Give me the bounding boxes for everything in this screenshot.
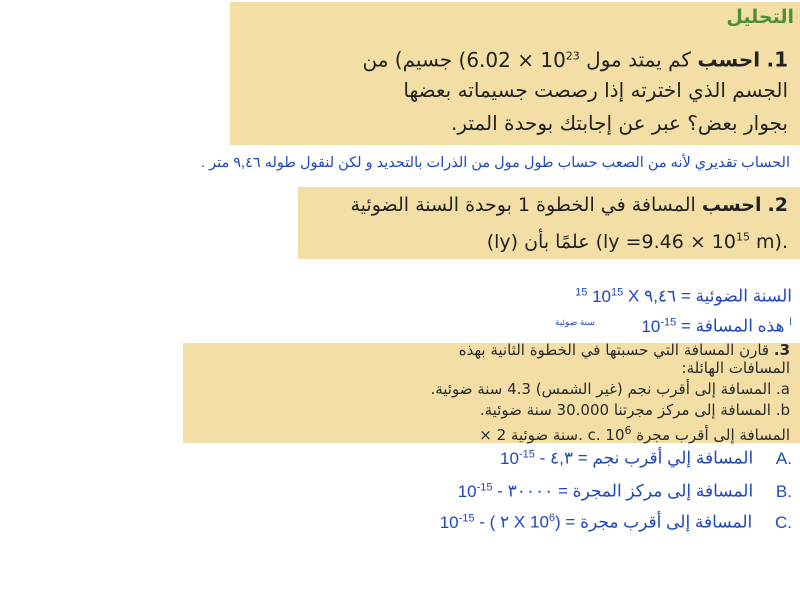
question-3-item-c: × 2 سنة ضوئية. c. المسافة إلى أقرب مجرة $10^6$: [479, 424, 790, 444]
distance-equation: $^ا$ هذه المسافة = $10^{-15}$: [641, 316, 792, 336]
question-1-box: [230, 2, 800, 145]
light-year-definition: (ly) علمًا بأن ($ly =9.46 \times 10^{15}$ m).: [486, 231, 788, 254]
answer-b: .B المسافة إلى مركز المجرة = ٣٠٠٠٠ - $10^{-15}$: [457, 481, 792, 501]
question-3-line-0b: المسافات الهائلة:: [681, 359, 790, 377]
question-2-box: [298, 187, 800, 259]
question-3-item-b: b. المسافة إلى مركز مجرتنا 30.000 سنة ضوئية.: [479, 401, 790, 419]
question-3-item-a: a. المسافة إلى أقرب نجم (غير الشمس) 4.3 سنة ضوئية.: [430, 380, 790, 398]
question-2-line-1: 2. احسب المسافة في الخطوة 1 بوحدة السنة الضوئية: [350, 194, 788, 216]
avogadro-number: ($6.02 \times 10^{23}$: [458, 47, 580, 72]
question-verb: احسب: [697, 47, 761, 72]
answer-a: .A المسافة إلي أقرب نجم = ٤,٣ - $10^{-15}$: [500, 448, 792, 468]
answer-c: .C المسافة إلى أقرب مجرة = ($10^6$ X ٢ ) - $10^{-15}$: [439, 512, 792, 532]
section-title: التحليل: [726, 6, 794, 28]
question-3-line-0: 3. قارن المسافة التي حسبتها في الخطوة الثانية بهذه: [458, 341, 790, 359]
question-3-box: [183, 343, 800, 443]
question-1-line-1: 1. احسب كم يمتد مول ($6.02 \times 10^{23}$ جسيم) من: [362, 47, 788, 72]
light-year-equation: السنة الضوئية = ٩,٤٦ X $^{15}$ $10^{15}$: [575, 286, 792, 306]
question-1-line-2: الجسم الذي اخترته إذا رصصت جسيماته بعضها: [403, 78, 788, 102]
distance-unit: سنة ضوئية: [555, 317, 595, 327]
question-number: 1.: [766, 47, 788, 72]
estimate-note: الحساب تقديري لأنه من الصعب حساب طول مول من الذرات بالتحديد و لكن لنقول طوله ٩,٤٦ متر .: [201, 155, 790, 171]
question-2-line-2: [487, 222, 788, 258]
question-1-line-3: بجوار بعض؟ عبر عن إجابتك بوحدة المتر.: [450, 111, 788, 135]
